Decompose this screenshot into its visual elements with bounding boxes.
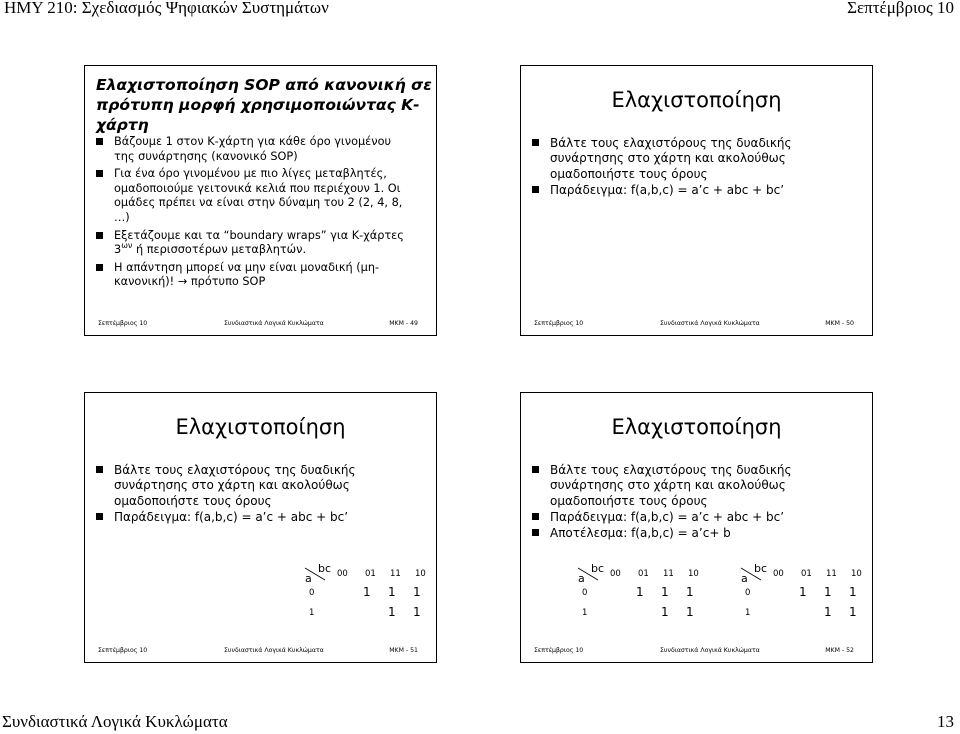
kmap-cell: 1 [799, 585, 807, 599]
bullet-list [531, 136, 843, 199]
bullet-square-icon [96, 170, 103, 177]
kmap-var-a: a [305, 572, 312, 585]
kmap-cell: 1 [413, 585, 421, 599]
bullet-square-icon [532, 513, 539, 520]
kmap-row-header: 1 [309, 608, 315, 618]
kmap-cell: 1 [636, 585, 644, 599]
kmap-row-header: 0 [745, 588, 751, 598]
kmap-var-bc: bc [754, 562, 768, 575]
bullet-list [531, 463, 843, 542]
karnaugh-map [741, 562, 871, 624]
footer-course: Συνδιαστικά Λογικά Κυκλώματα [224, 647, 324, 654]
footer-page-number: ΜΚΜ - 51 [389, 647, 418, 654]
kmap-cell: 1 [388, 605, 396, 619]
kmap-col-header: 01 [801, 569, 812, 579]
footer-page-number: ΜΚΜ - 50 [825, 320, 854, 327]
kmap-col-header: 10 [851, 569, 862, 579]
footer-course: Συνδιαστικά Λογικά Κυκλώματα [660, 320, 760, 327]
slide-footer [98, 320, 428, 332]
list-item: Για ένα όρο γινομένου με πιο λίγες μεταβλητές, ομαδοποιούμε γειτονικά κελιά που περιέχουν 1. Οι ομάδες πρέπει να είναι στην δύναμη του 2 (2, 4, 8, …) [95, 167, 407, 225]
kmap-cell: 1 [661, 585, 669, 599]
kmap-row-header: 0 [582, 588, 588, 598]
kmap-row-header: 1 [745, 608, 751, 618]
kmap-row-header: 1 [582, 608, 588, 618]
bullet-square-icon [532, 529, 539, 536]
page-footer-number: 13 [937, 712, 954, 731]
kmap-var-bc: bc [591, 562, 605, 575]
kmap-cell: 1 [661, 605, 669, 619]
kmap-cell: 1 [363, 585, 371, 599]
footer-date: Σεπτέμβριος 10 [98, 647, 148, 654]
slide-title: Ελαχιστοποίηση [611, 415, 782, 439]
slide-49 [84, 65, 437, 336]
footer-course: Συνδιαστικά Λογικά Κυκλώματα [660, 647, 760, 654]
kmap-col-header: 10 [688, 569, 699, 579]
slide-title: Ελαχιστοποίηση [611, 88, 782, 112]
bullet-square-icon [532, 186, 539, 193]
page-header-title: ΗΜΥ 210: Σχεδιασμός Ψηφιακών Συστημάτων [4, 0, 329, 17]
kmap-col-header: 00 [773, 569, 784, 579]
kmap-var-a: a [578, 572, 585, 585]
kmap-col-header: 01 [638, 569, 649, 579]
kmap-cell: 1 [849, 605, 857, 619]
slide-footer [98, 647, 428, 659]
karnaugh-map [578, 562, 708, 624]
list-item: Βάζουμε 1 στον Κ-χάρτη για κάθε όρο γινομένου της συνάρτησης (κανονικό SOP) [95, 135, 407, 164]
bullet-square-icon [96, 513, 103, 520]
kmap-cell: 1 [824, 605, 832, 619]
footer-course: Συνδιαστικά Λογικά Κυκλώματα [224, 320, 324, 327]
kmap-col-header: 00 [337, 569, 348, 579]
slide-title: Ελαχιστοποίηση [175, 415, 346, 439]
bullet-square-icon [96, 264, 103, 271]
kmap-row-header: 0 [309, 588, 315, 598]
kmap-cell: 1 [413, 605, 421, 619]
bullet-square-icon [96, 466, 103, 473]
kmap-cell: 1 [824, 585, 832, 599]
slide-52 [520, 392, 873, 663]
kmap-var-bc: bc [318, 562, 332, 575]
list-item: Παράδειγμα: f(a,b,c) = a’c + abc + bc’ [531, 510, 843, 525]
bullet-square-icon [532, 139, 539, 146]
list-item: Παράδειγμα: f(a,b,c) = a’c + abc + bc’ [95, 510, 407, 525]
footer-page-number: ΜΚΜ - 52 [825, 647, 854, 654]
list-item: Βάλτε τους ελαχιστόρους της δυαδικής συνάρτησης στο χάρτη και ακολούθως ομαδοποιήστε τους όρους [531, 463, 843, 509]
slide-footer [534, 320, 864, 332]
kmap-cell: 1 [388, 585, 396, 599]
list-item: Εξετάζουμε και τα “boundary wraps” για Κ-χάρτες $3^{\omega\nu}$ ή περισσοτέρων μεταβλητών. [95, 229, 407, 258]
list-item: Βάλτε τους ελαχιστόρους της δυαδικής συνάρτησης στο χάρτη και ακολούθως ομαδοποιήστε τους όρους [531, 136, 843, 182]
karnaugh-map [305, 562, 435, 624]
bullet-square-icon [96, 138, 103, 145]
kmap-col-header: 01 [365, 569, 376, 579]
kmap-var-a: a [741, 572, 748, 585]
slide-51 [84, 392, 437, 663]
list-item: Βάλτε τους ελαχιστόρους της δυαδικής συνάρτησης στο χάρτη και ακολούθως ομαδοποιήστε τους όρους [95, 463, 407, 509]
kmap-cell: 1 [849, 585, 857, 599]
slide-footer [534, 647, 864, 659]
slide-50 [520, 65, 873, 336]
kmap-cell: 1 [686, 585, 694, 599]
footer-date: Σεπτέμβριος 10 [534, 320, 584, 327]
kmap-col-header: 00 [610, 569, 621, 579]
footer-date: Σεπτέμβριος 10 [534, 647, 584, 654]
bullet-list [95, 135, 407, 293]
page-header-date: Σεπτέμβριος 10 [847, 0, 954, 17]
footer-date: Σεπτέμβριος 10 [98, 320, 148, 327]
kmap-col-header: 10 [415, 569, 426, 579]
kmap-cell: 1 [686, 605, 694, 619]
bullet-square-icon [96, 232, 103, 239]
bullet-square-icon [532, 466, 539, 473]
slide-title: Ελαχιστοποίηση SOP από κανονική σε πρότυπη μορφή χρησιμοποιώντας Κ-χάρτη [96, 76, 432, 134]
list-item: Παράδειγμα: f(a,b,c) = a’c + abc + bc’ [531, 183, 843, 198]
kmap-col-header: 11 [826, 569, 837, 579]
list-item: Αποτέλεσμα: f(a,b,c) = a’c+ b [531, 526, 843, 541]
footer-page-number: ΜΚΜ - 49 [389, 320, 418, 327]
kmap-col-header: 11 [390, 569, 401, 579]
bullet-list [95, 463, 407, 526]
kmap-col-header: 11 [663, 569, 674, 579]
page-footer-course: Συνδιαστικά Λογικά Κυκλώματα [2, 712, 228, 731]
list-item: Η απάντηση μπορεί να μην είναι μοναδική (μη-κανονική)! → πρότυπο SOP [95, 261, 407, 290]
